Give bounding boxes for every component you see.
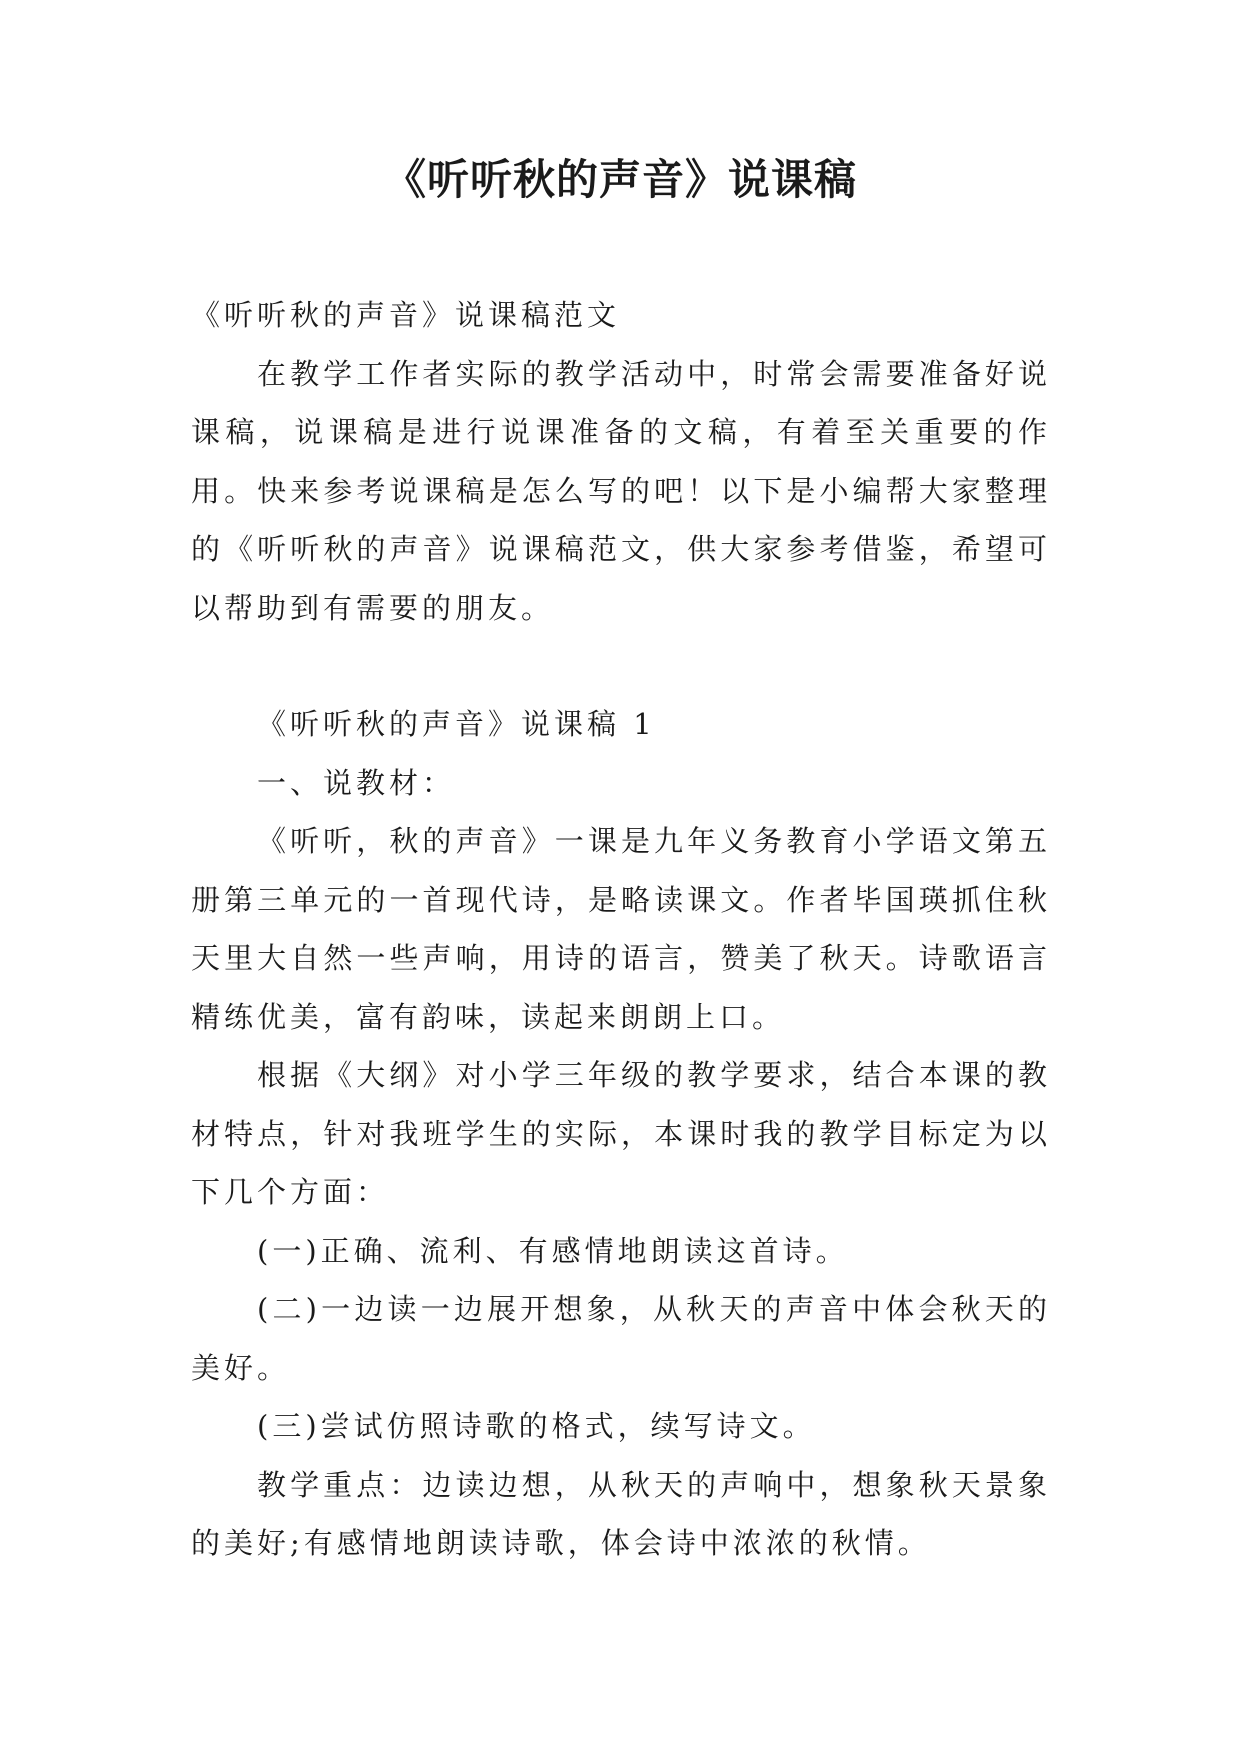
goal-item-1: (一)正确、流利、有感情地朗读这首诗。 (257, 1233, 849, 1268)
goal-item-2: (二)一边读一边展开想象，从秋天的声音中体会秋天的美好。 (191, 1292, 1051, 1385)
section-spacer (191, 637, 1051, 695)
document-subtitle: 《听听秋的声音》说课稿范文 (191, 298, 621, 332)
section-heading: 《听听秋的声音》说课稿 1 (257, 707, 656, 741)
goal-item-3: (三)尝试仿照诗歌的格式，续写诗文。 (257, 1409, 816, 1443)
objectives-paragraph: 根据《大纲》对小学三年级的教学要求，结合本课的教材特点，针对我班学生的实际，本课时我的教学目标定为以下几个方面： (191, 1058, 1051, 1209)
intro-paragraph: 在教学工作者实际的教学活动中，时常会需要准备好说课稿，说课稿是进行说课准备的文稿，有着至关重要的作用。快来参考说课稿是怎么写的吧！以下是小编帮大家整理的《听听秋的声音》说课稿范文，供大家参考借鉴，希望可以帮助到有需要的朋友。 (191, 356, 1051, 625)
textbook-paragraph: 《听听，秋的声音》一课是九年义务教育小学语文第五册第三单元的一首现代诗，是略读课文。作者毕国瑛抓住秋天里大自然一些声响，用诗的语言，赞美了秋天。诗歌语言精练优美，富有韵味，读起来朗朗上口。 (191, 824, 1051, 1034)
part-heading: 一、说教材： (257, 765, 456, 800)
document-title: 《听听秋的声音》说课稿 (383, 155, 857, 204)
document-body (191, 286, 1051, 1573)
key-points-paragraph: 教学重点：边读边想，从秋天的声响中，想象秋天景象的美好;有感情地朗读诗歌，体会诗中浓浓的秋情。 (191, 1467, 1051, 1560)
